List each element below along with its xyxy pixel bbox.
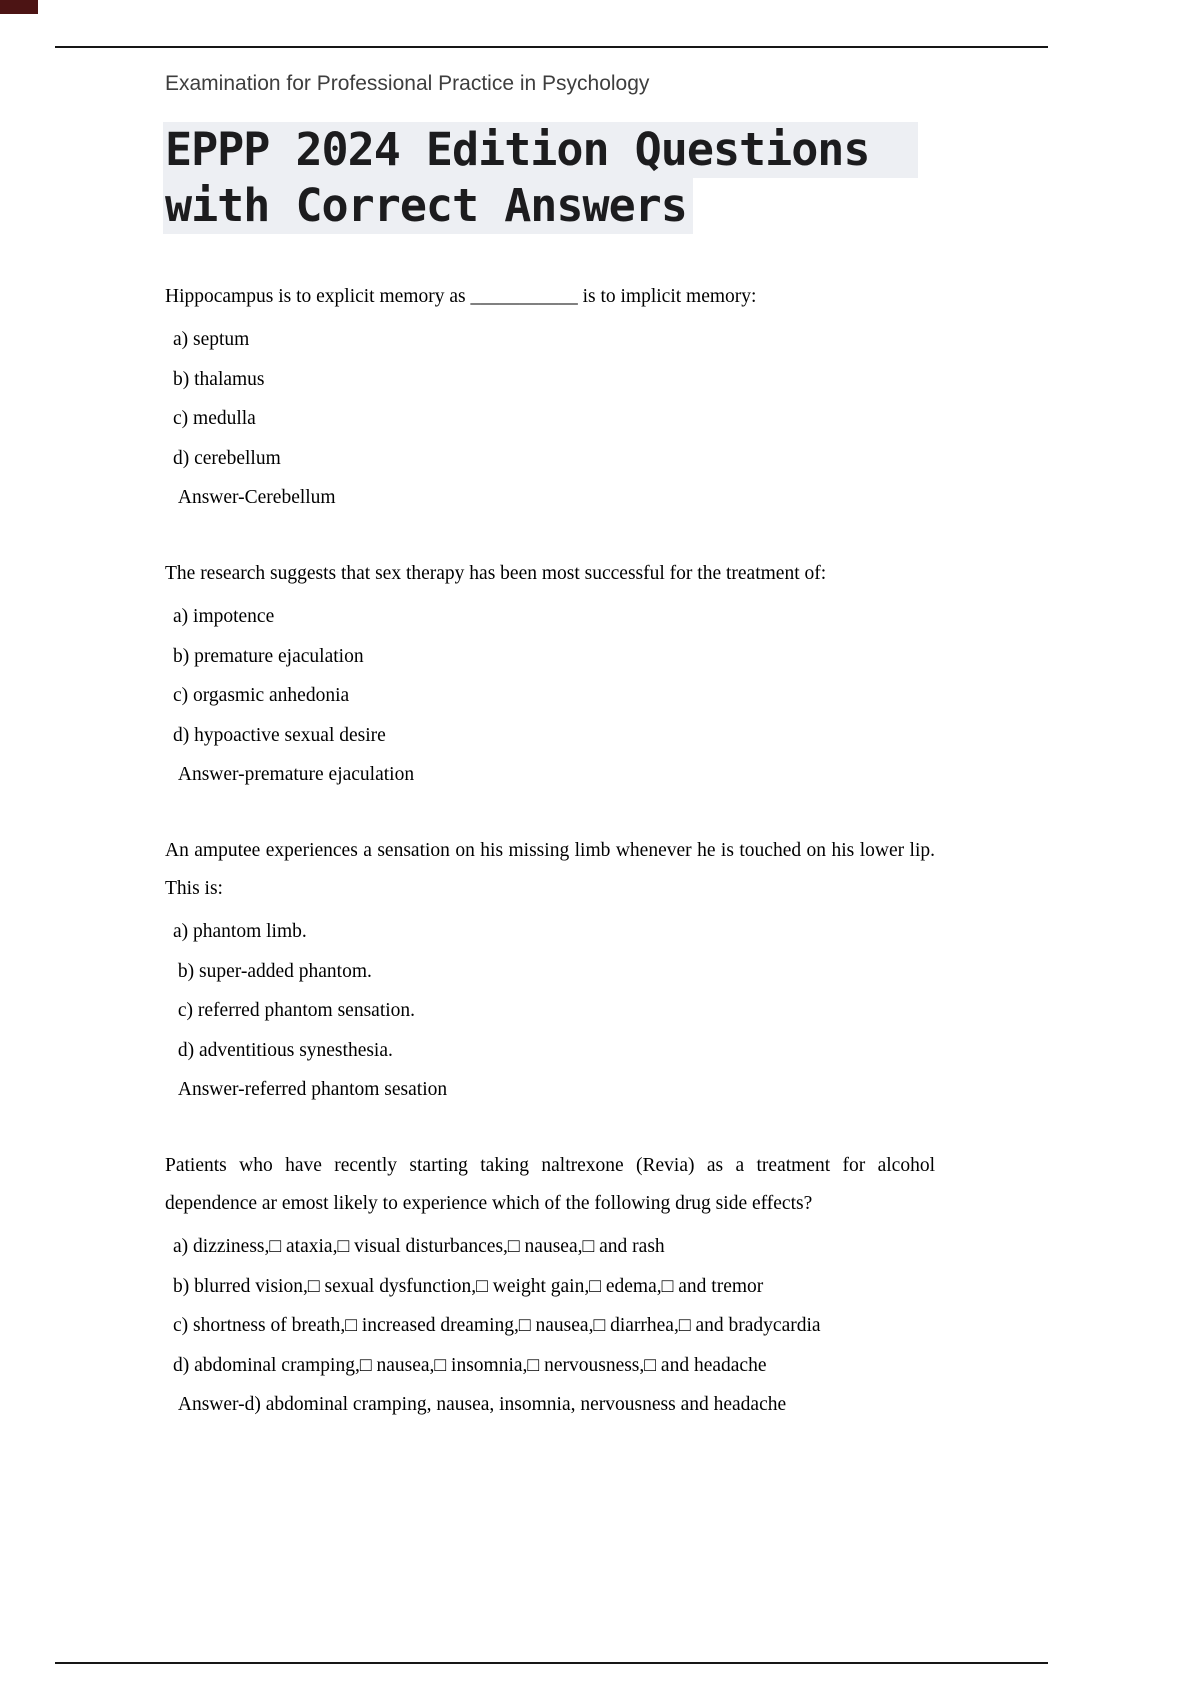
question-option-d: d) hypoactive sexual desire xyxy=(173,724,386,746)
question-option-b: b) blurred vision,□ sexual dysfunction,□ weight gain,□ edema,□ and tremor xyxy=(173,1275,764,1297)
title-line-1: EPPP 2024 Edition Questions xyxy=(163,122,918,178)
document-title xyxy=(165,122,935,234)
question-option-a: a) phantom limb. xyxy=(173,921,307,942)
top-rule xyxy=(55,46,1048,48)
question-option-c: c) medulla xyxy=(173,408,256,429)
question-option-b: b) super-added phantom. xyxy=(173,960,372,982)
question-option-b: b) thalamus xyxy=(173,368,265,390)
question-option-c: c) shortness of breath,□ increased dreaming,□ nausea,□ diarrhea,□ and bradycardia xyxy=(173,1315,821,1336)
question-option-c: c) referred phantom sensation. xyxy=(173,1000,416,1021)
question-block-1 xyxy=(165,278,935,517)
question-block-4 xyxy=(165,1147,935,1424)
title-line-2: with Correct Answers xyxy=(163,178,693,234)
document-content xyxy=(165,70,935,1424)
question-prompt: Patients who have recently starting taking naltrexone (Revia) as a treatment for alcohol dependence ar emost likely to experience which of the following drug side effects? xyxy=(165,1155,935,1214)
question-option-a: a) septum xyxy=(173,329,250,350)
question-answer: Answer-Cerebellum xyxy=(173,487,336,508)
corner-mark xyxy=(0,0,38,14)
question-option-a: a) impotence xyxy=(173,606,275,627)
bottom-rule xyxy=(55,1662,1048,1664)
question-prompt: The research suggests that sex therapy has been most successful for the treatment of: xyxy=(165,563,827,584)
question-option-d: d) cerebellum xyxy=(173,447,281,469)
document-header: Examination for Professional Practice in Psychology xyxy=(165,72,650,95)
question-answer: Answer-d) abdominal cramping, nausea, insomnia, nervousness and headache xyxy=(173,1394,787,1415)
question-prompt: An amputee experiences a sensation on his missing limb whenever he is touched on his lower lip. This is: xyxy=(165,840,935,899)
question-block-2 xyxy=(165,555,935,794)
question-option-c: c) orgasmic anhedonia xyxy=(173,685,350,706)
question-block-3 xyxy=(165,832,935,1109)
question-option-d: d) adventitious synesthesia. xyxy=(173,1039,393,1061)
question-option-d: d) abdominal cramping,□ nausea,□ insomnia,□ nervousness,□ and headache xyxy=(173,1354,767,1376)
question-answer: Answer-referred phantom sesation xyxy=(173,1079,448,1100)
question-option-a: a) dizziness,□ ataxia,□ visual disturbances,□ nausea,□ and rash xyxy=(173,1236,665,1257)
question-answer: Answer-premature ejaculation xyxy=(173,764,415,785)
question-prompt: Hippocampus is to explicit memory as ___________ is to implicit memory: xyxy=(165,286,757,307)
question-option-b: b) premature ejaculation xyxy=(173,645,364,667)
